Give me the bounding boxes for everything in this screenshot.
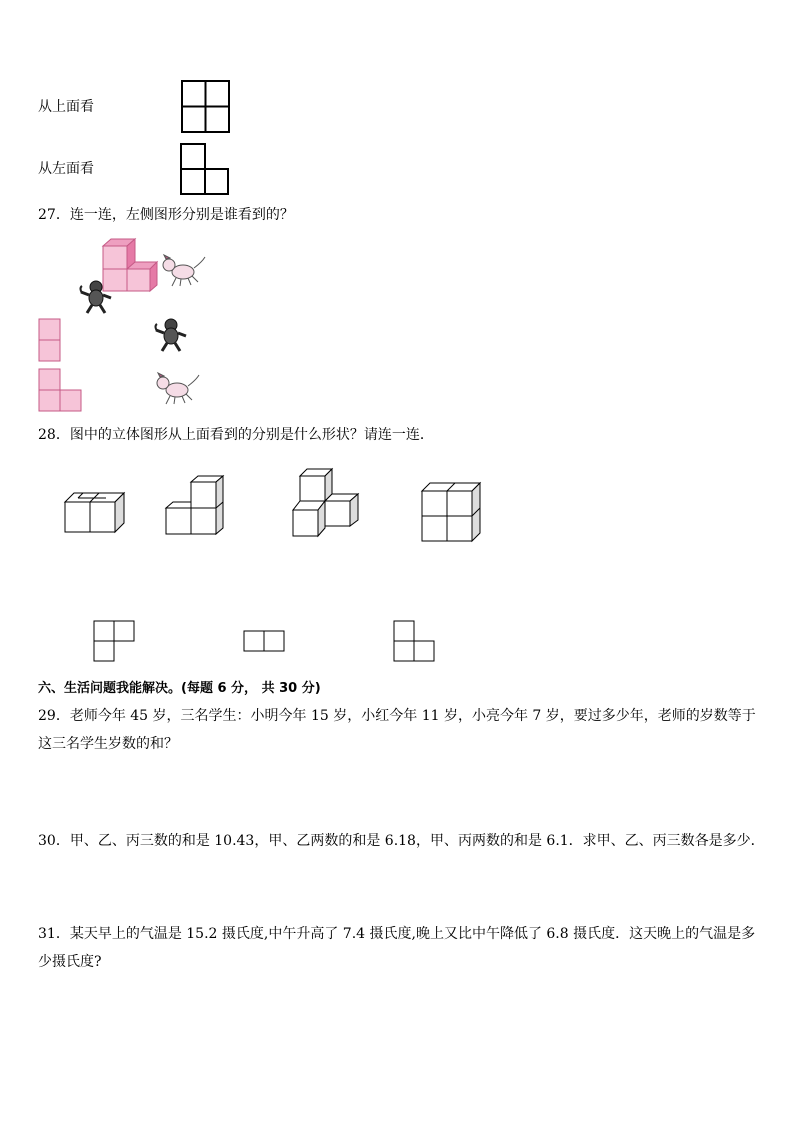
left-view-label: 从左面看 <box>38 161 94 177</box>
view-3 <box>393 620 437 664</box>
solid-4 <box>421 482 483 544</box>
q30-text: 30．甲、乙、丙三数的和是 10.43，甲、乙两数的和是 6.18，甲、丙两数的和是 6.1．求甲、乙、丙三数各是多少． <box>38 833 765 849</box>
dog-icon <box>158 254 208 288</box>
section-6-title: 六、生活问题我能解决。(每题 6 分， 共 30 分) <box>38 681 321 696</box>
option-l-shape <box>38 368 82 412</box>
view-2 <box>243 630 287 654</box>
option-two-squares <box>38 318 62 362</box>
top-view-label: 从上面看 <box>38 99 94 115</box>
left-view-shape <box>180 143 230 197</box>
solid-2 <box>165 476 227 536</box>
dog-icon <box>152 372 202 408</box>
monkey-icon <box>153 318 189 354</box>
monkey-icon <box>78 280 114 314</box>
q28-text: 28．图中的立体图形从上面看到的分别是什么形状？请连一连． <box>38 427 434 443</box>
solid-1 <box>64 490 128 534</box>
view-1 <box>93 620 137 664</box>
q31-text: 31．某天早上的气温是 15.2 摄氏度,中午升高了 7.4 摄氏度,晚上又比中午降低了 6.8 摄氏度．这天晚上的气温是多少摄氏度? <box>38 926 756 970</box>
q29-text: 29．老师今年 45 岁，三名学生：小明今年 15 岁，小红今年 11 岁，小亮今年 7 岁，要过多少年，老师的岁数等于这三名学生岁数的和？ <box>38 708 756 752</box>
q27-text: 27．连一连，左侧图形分别是谁看到的？ <box>38 207 294 223</box>
top-view-grid <box>181 80 231 134</box>
solid-3 <box>292 468 362 538</box>
